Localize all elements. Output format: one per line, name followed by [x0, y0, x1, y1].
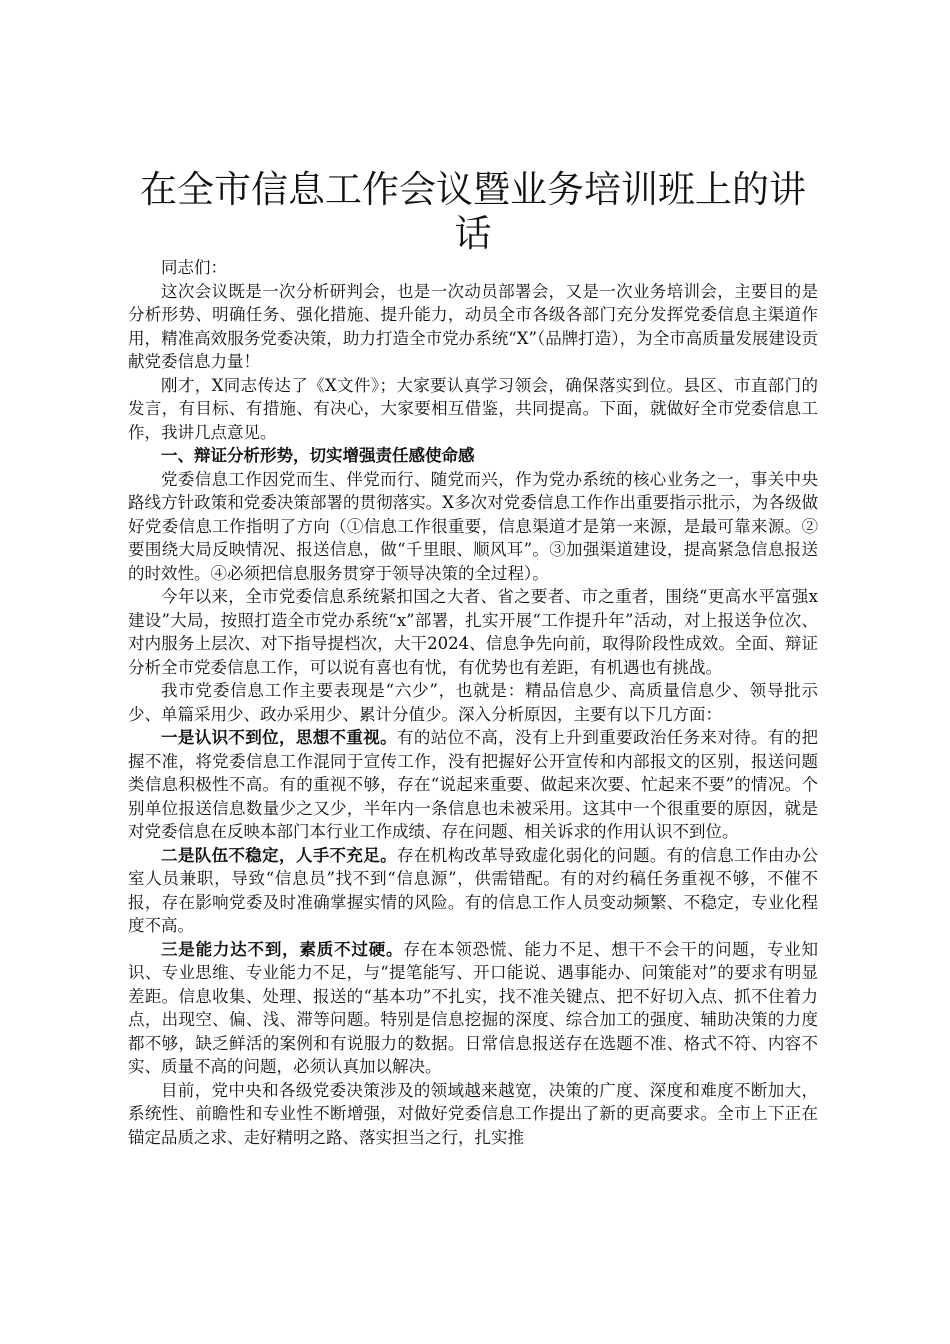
paragraph-lead: 三是能力达不到，素质不过硬。: [161, 939, 404, 959]
paragraph-text: 党委信息工作因党而生、伴党而行、随党而兴，作为党办系统的核心业务之一，事关中央路线方针政策和党委决策部署的贯彻落实。X多次对党委信息工作作出重要指示批示，为各级做好党委信息工作指明了方向（①信息工作很重要，信息渠道才是第一来源，是最可靠来源。②要围绕大局反映情况、报送信息，做“千里眼、顺风耳”。③加强渠道建设，提高紧急信息报送的时效性。④必须把信息服务贯穿于领导决策的全过程）。: [128, 469, 818, 583]
paragraph-text: 我市党委信息工作主要表现是“六少”，也就是：精品信息少、高质量信息少、领导批示少、单篇采用少、政办采用少、累计分值少。深入分析原因，主要有以下几方面：: [128, 681, 818, 724]
salutation: 同志们：: [161, 258, 227, 277]
body-paragraph: [128, 938, 818, 1079]
document-body: [128, 280, 818, 1150]
document-page: [128, 168, 818, 1149]
paragraph-text: 目前，党中央和各级党委决策涉及的领域越来越宽，决策的广度、深度和难度不断加大，系统性、前瞻性和专业性不断增强，对做好党委信息工作提出了新的更高要求。全市上下正在锚定品质之求、走好精明之路、落实担当之行，扎实推: [128, 1080, 818, 1147]
body-paragraph: [128, 1079, 818, 1150]
body-paragraph: [128, 374, 818, 445]
body-paragraph: [128, 468, 818, 586]
body-paragraph: [128, 679, 818, 726]
paragraph-text: 今年以来，全市党委信息系统紧扣国之大者、省之要者、市之重者，围绕“更高水平富强x建设”大局，按照打造全市党办系统“x”部署，扎实开展“工作提升年”活动，对上报送争位次、对内服务上层次、对下指导提档次，大干2024、信息争先向前，取得阶段性成效。全面、辩证分析全市党委信息工作，可以说有喜也有忧，有优势也有差距，有机遇也有挑战。: [128, 587, 818, 677]
paragraph-text: 存在机构改革导致虚化弱化的问题。有的信息工作由办公室人员兼职，导致“信息员”找不到“信息源”，供需错配。有的对约稿任务重视不够，不催不报，存在影响党委及时准确掌握实情的风险。有的信息工作人员变动频繁、不稳定，专业化程度不高。: [128, 845, 819, 935]
body-paragraph: [128, 844, 818, 938]
paragraph-text: 一、辩证分析形势，切实增强责任感使命感: [161, 446, 475, 465]
section-heading: [128, 444, 818, 468]
body-paragraph: [128, 726, 818, 844]
paragraph-text: 有的站位不高，没有上升到重要政治任务来对待。有的把握不准，将党委信息工作混同于宣传工作，没有把握好公开宣传和内部报文的区别，报送问题类信息积极性不高。有的重视不够，存在“说起来重要、做起来次要、忙起来不要”的情况。个别单位报送信息数量少之又少，半年内一条信息也未被采用。这其中一个很重要的原因，就是对党委信息在反映本部门本行业工作成绩、存在问题、相关诉求的作用认识不到位。: [128, 728, 819, 841]
body-paragraph: [128, 585, 818, 679]
paragraph-text: 存在本领恐慌、能力不足、想干不会干的问题，专业知识、专业思维、专业能力不足，与“提笔能写、开口能说、遇事能办、问策能对”的要求有明显差距。信息收集、处理、报送的“基本功”不扎实，找不准关键点、把不好切入点、抓不住着力点，出现空、偏、浅、滞等问题。特别是信息挖掘的深度、综合加工的强度、辅助决策的力度都不够，缺乏鲜活的案例和有说服力的数据。日常信息报送存在选题不准、格式不符、内容不实、质量不高的问题，必须认真加以解决。: [128, 939, 819, 1076]
paragraph-lead: 二是队伍不稳定，人手不充足。: [161, 845, 397, 865]
paragraph-lead: 一是认识不到位，思想不重视。: [161, 728, 397, 747]
document-title: 在全市信息工作会议暨业务培训班上的讲话: [140, 168, 806, 255]
paragraph-text: 刚才，X同志传达了《X文件》；大家要认真学习领会，确保落实到位。县区、市直部门的发言，有目标、有措施、有决心，大家要相互借鉴，共同提高。下面，就做好全市党委信息工作，我讲几点意见。: [128, 375, 818, 442]
paragraph-text: 这次会议既是一次分析研判会，也是一次动员部署会，又是一次业务培训会，主要目的是分析形势、明确任务、强化措施、提升能力，动员全市各级各部门充分发挥党委信息主渠道作用，精准高效服务党委决策，助力打造全市党办系统“X”（品牌打造），为全市高质量发展建设贡献党委信息力量！: [128, 281, 818, 371]
body-paragraph: [128, 280, 818, 374]
